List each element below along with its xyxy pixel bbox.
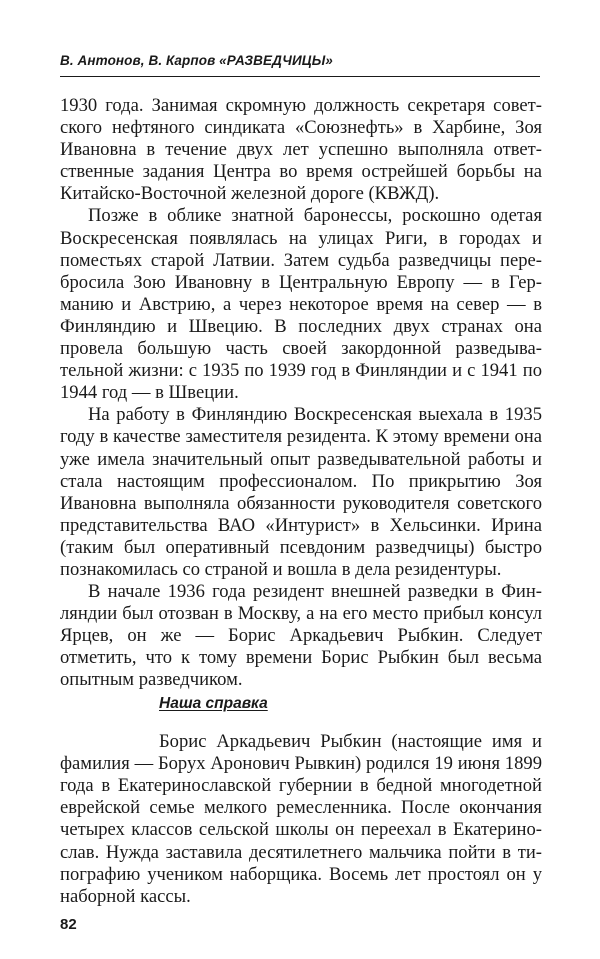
header-rule: [60, 76, 540, 77]
paragraph-continuation: 1930 года. Занимая скромную должность секретаря советского нефтяного синдиката «Союзнефть» в Харбине, Зоя Ивановна в течение двух лет успешно выполняла ответственные задания Центра во время острейшей борьбы на Китайско-Восточной железной дороге (КВЖД).: [60, 95, 542, 205]
running-title: В. Антонов, В. Карпов «РАЗВЕДЧИЦЫ»: [60, 53, 333, 68]
page-number: 82: [60, 916, 77, 933]
reference-paragraph: Борис Аркадьевич Рыбкин (настоящие имя и фамилия — Борух Аронович Рывкин) родился 19 июня 1899 года в Екатеринославской губернии в бедной многодетной еврейской семье мелкого ремесленника. После окончания четырех классов сельской школы он переехал в Екатеринослав. Нужда заставила десятилетнего мальчика пойти в типографию учеником наборщика. Восемь лет простоял он у наборной кассы.: [60, 731, 542, 907]
paragraph: В начале 1936 года резидент внешней разведки в Финляндии был отозван в Москву, а на его место прибыл консул Ярцев, он же — Борис Аркадьевич Рыбкин. Следует отметить, что к тому времени Борис Рыбкин был весьма опытным разведчиком.: [60, 581, 542, 691]
paragraph: Позже в облике знатной баронессы, роскошно одетая Воскресенская появлялась на улицах Риги, в городах и поместьях старой Латвии. Затем судьба разведчицы перебросила Зою Ивановну в Центральную Европу — в Германию и Австрию, а через некоторое время на север — в Финляндию и Швецию. В последних двух странах она провела большую часть своей закордонной разведывательной жизни: с 1935 по 1939 год в Финляндии и с 1941 по 1944 год — в Швеции.: [60, 205, 542, 404]
reference-heading: Наша справка: [159, 695, 268, 712]
paragraph: На работу в Финляндию Воскресенская выехала в 1935 году в качестве заместителя резидента. К этому времени она уже имела значительный опыт разведывательной работы и стала настоящим профессионалом. По прикрытию Зоя Ивановна выполняла обязанности руководителя советского представительства ВАО «Интурист» в Хельсинки. Ирина (таким был оперативный псевдоним разведчицы) быстро познакомилась со страной и вошла в дела резидентуры.: [60, 404, 542, 580]
reference-block: [60, 693, 542, 908]
main-text: [60, 95, 542, 692]
